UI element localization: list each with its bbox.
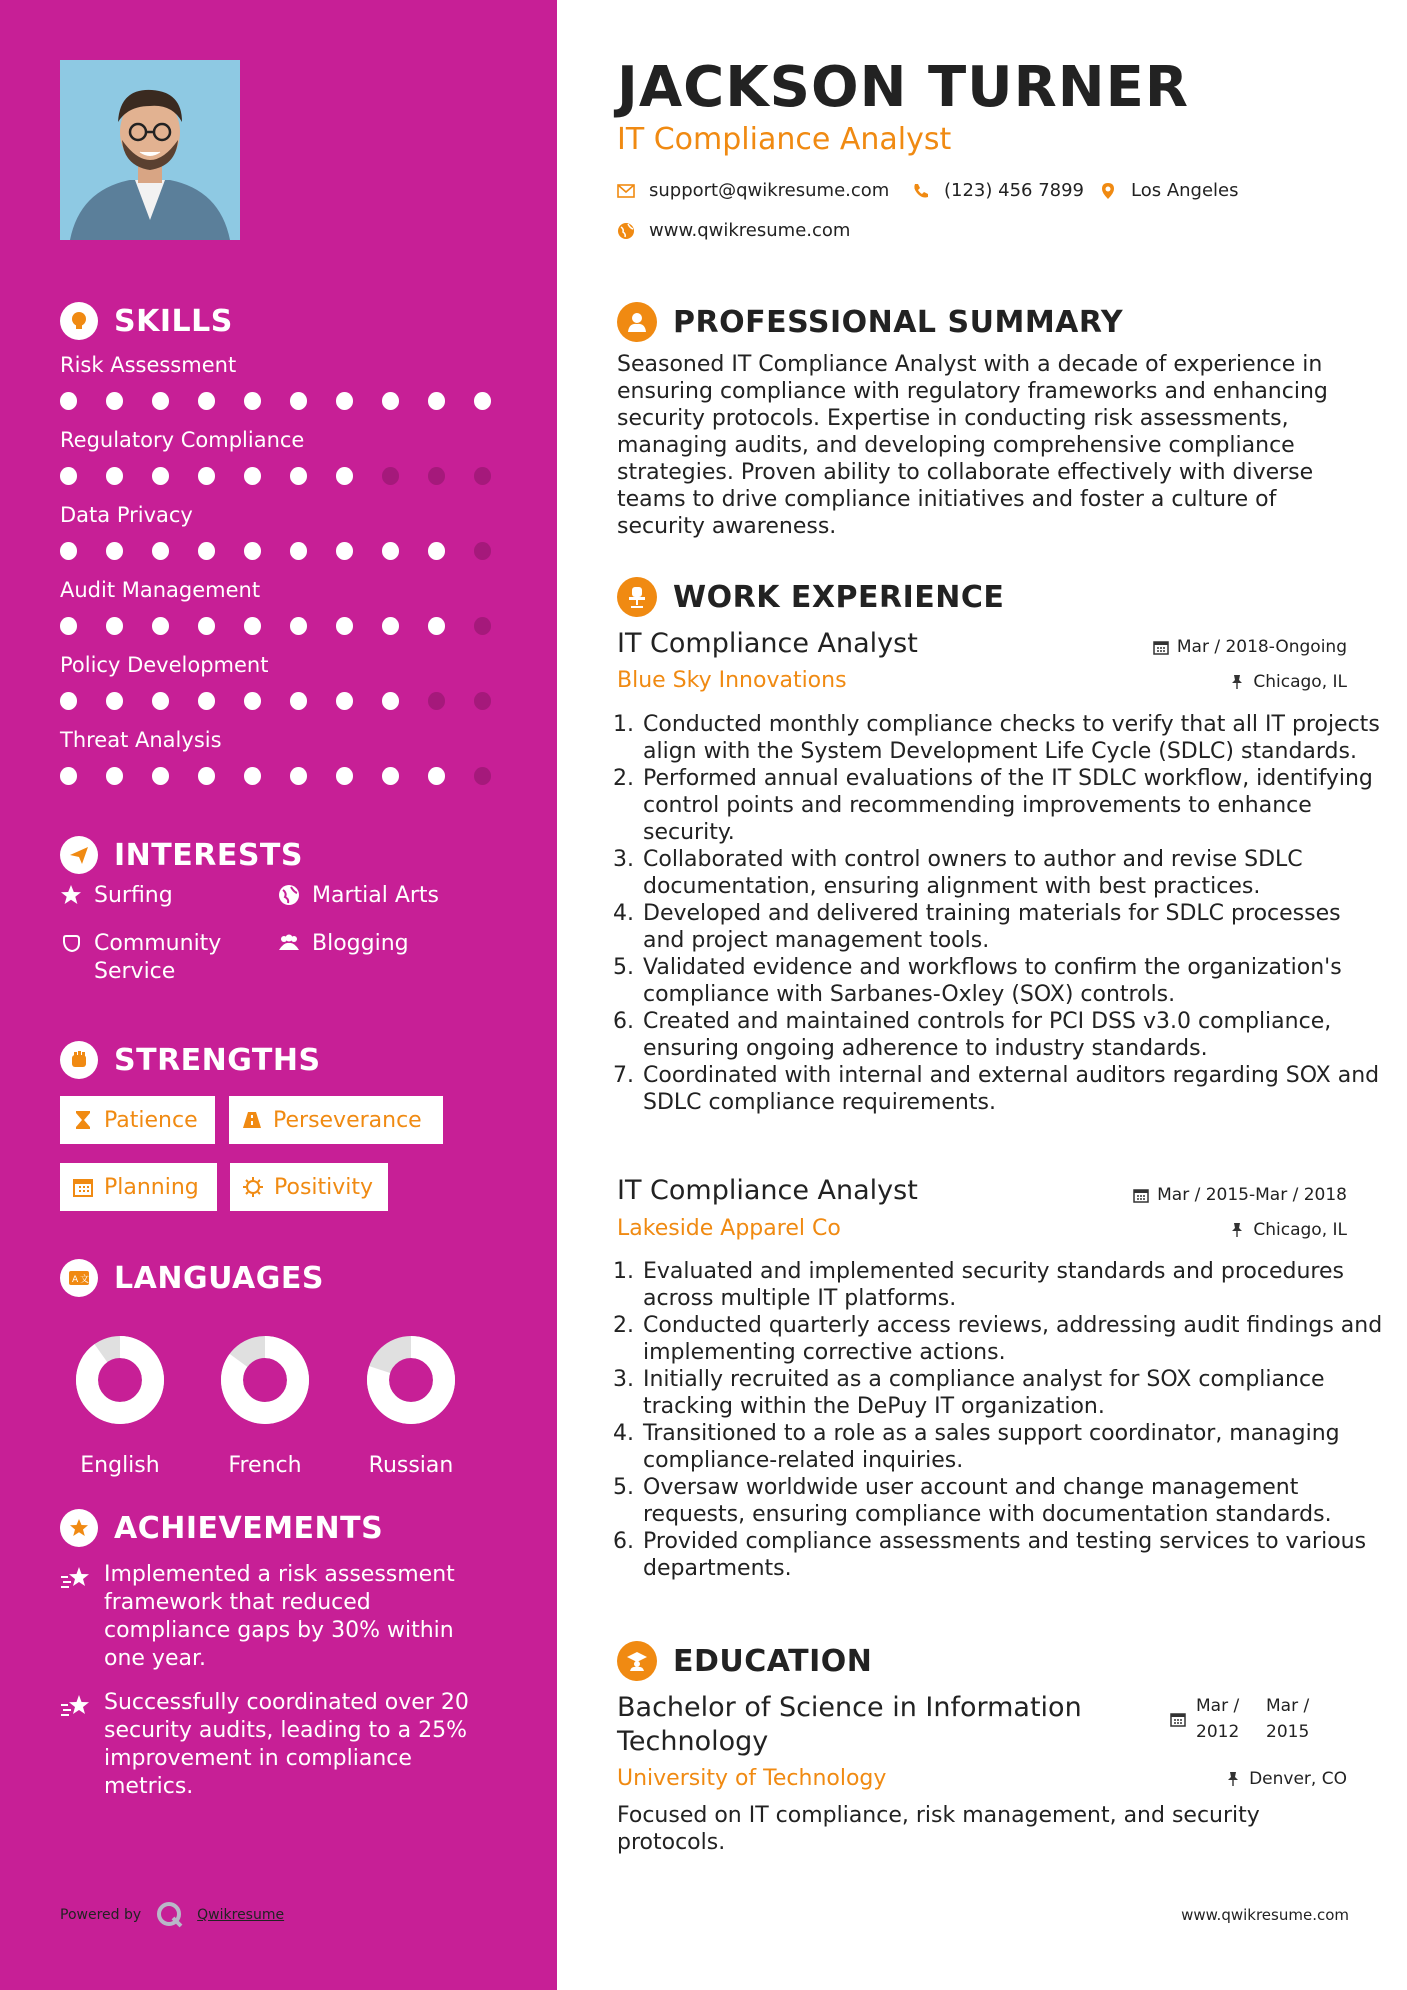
rating-dot-filled (198, 392, 215, 410)
rating-dot-filled (290, 617, 307, 635)
phone-icon (912, 182, 930, 200)
strength-badge (60, 1096, 215, 1144)
rating-dot-filled (152, 392, 169, 410)
summary-title: PROFESSIONAL SUMMARY (673, 304, 1124, 340)
shooting-star-icon (60, 1693, 92, 1721)
rating-dot-empty (474, 467, 491, 485)
education-description: Focused on IT compliance, risk management, and security protocols. (617, 1803, 1260, 1855)
rating-dot-filled (106, 392, 123, 410)
contact-website[interactable] (617, 220, 850, 241)
profile-photo (60, 60, 240, 240)
degree-title: Bachelor of Science in Information Technology (617, 1692, 1082, 1757)
calendar-icon (72, 1176, 94, 1198)
strength-badge (229, 1096, 443, 1144)
calendar-icon (1153, 639, 1169, 655)
education-end-year: 2015 (1266, 1722, 1310, 1742)
pushpin-icon (1229, 674, 1245, 690)
language-item (356, 1325, 466, 1478)
duty-item: 2. Conducted quarterly access reviews, addressing audit findings and implementing corrective actions. (641, 1312, 1386, 1366)
rating-dot-filled (382, 767, 399, 785)
rating-dot-empty (474, 692, 491, 710)
rating-dot-filled (382, 542, 399, 560)
skill-rating (60, 467, 520, 485)
interest-label: Surfing (94, 883, 173, 908)
language-name: English (80, 1453, 160, 1478)
rating-dot-filled (290, 392, 307, 410)
achievement-text: Successfully coordinated over 20 security audits, leading to a 25% improvement in compliance metrics. (104, 1690, 469, 1799)
footer-website-link[interactable]: www.qwikresume.com (1181, 1906, 1349, 1924)
duty-item: 3. Collaborated with control owners to author and revise SDLC documentation, ensuring alignment with best practices. (641, 846, 1386, 900)
language-name: Russian (368, 1453, 454, 1478)
rating-dot-empty (382, 467, 399, 485)
contact-phone[interactable] (912, 180, 1084, 201)
education-heading (617, 1641, 872, 1681)
rating-dot-empty (428, 467, 445, 485)
interest-item (278, 930, 409, 958)
rating-dot-filled (60, 467, 77, 485)
skill-rating (60, 767, 520, 785)
language-name: French (228, 1453, 302, 1478)
pushpin-icon (1225, 1771, 1241, 1787)
skill-name: Policy Development (60, 653, 269, 677)
rating-dot-filled (290, 767, 307, 785)
languages-title: LANGUAGES (114, 1260, 324, 1296)
skill-name: Audit Management (60, 578, 261, 602)
rating-dot-empty (428, 692, 445, 710)
duty-item: 4. Developed and delivered training materials for SDLC processes and project management tools. (641, 900, 1386, 954)
job-company: Blue Sky Innovations (617, 668, 847, 693)
strength-label: Perseverance (273, 1107, 422, 1133)
skill-rating (60, 617, 520, 635)
strength-label: Positivity (274, 1174, 374, 1200)
rating-dot-filled (428, 767, 445, 785)
education-end (1266, 1693, 1336, 1745)
powered-by (60, 1900, 284, 1930)
job-location-text: Chicago, IL (1253, 672, 1347, 692)
hand-icon (60, 932, 82, 954)
qwikresume-logo-icon (155, 1900, 185, 1930)
phone-text: (123) 456 7899 (944, 180, 1085, 201)
skills-title: SKILLS (114, 303, 233, 339)
language-icon (60, 1259, 98, 1297)
award-star-icon (60, 1509, 98, 1547)
language-donut (65, 1325, 175, 1435)
rating-dot-filled (244, 392, 261, 410)
job-location (1229, 672, 1347, 692)
duty-item: 6. Provided compliance assessments and testing services to various departments. (641, 1528, 1386, 1582)
interest-label: Blogging (312, 931, 409, 956)
rating-dot-filled (198, 767, 215, 785)
calendar-icon (1170, 1711, 1186, 1727)
interest-item (278, 882, 439, 910)
sidebar (0, 0, 557, 1990)
rating-dot-empty (474, 542, 491, 560)
duty-item: 5. Oversaw worldwide user account and change management requests, ensuring compliance with documentation standards. (641, 1474, 1386, 1528)
language-item (210, 1325, 320, 1478)
achievement-text: Implemented a risk assessment framework that reduced compliance gaps by 30% within one year. (104, 1562, 455, 1671)
rating-dot-filled (106, 617, 123, 635)
email-text: support@qwikresume.com (649, 180, 890, 201)
rating-dot-filled (336, 392, 353, 410)
language-donut (210, 1325, 320, 1435)
rating-dot-filled (474, 392, 491, 410)
job-dates (1133, 1185, 1347, 1205)
candidate-role: IT Compliance Analyst (617, 122, 952, 157)
road-icon (241, 1109, 263, 1131)
strength-label: Patience (104, 1107, 198, 1133)
duty-item: 2. Performed annual evaluations of the IT SDLC workflow, identifying control points and recommending improvements to enhance security. (641, 765, 1386, 846)
summary-heading (617, 302, 1123, 342)
powered-by-label: Powered by (60, 1907, 142, 1923)
summary-text: Seasoned IT Compliance Analyst with a decade of experience in ensuring compliance with regulatory frameworks and enhancing security protocols. Expertise in conducting risk assessments, managing audits, and developing comprehensive compliance strategies. Proven ability to collaborate effectively with diverse teams to drive compliance initiatives and foster a culture of security awareness. (617, 352, 1328, 539)
candidate-name: JACKSON TURNER (617, 55, 1190, 120)
main-content (557, 0, 1407, 1990)
duty-item: 1. Evaluated and implemented security standards and procedures across multiple IT platforms. (641, 1258, 1386, 1312)
job-title: IT Compliance Analyst (617, 1175, 918, 1206)
rating-dot-filled (60, 617, 77, 635)
contact-email[interactable] (617, 180, 889, 201)
star-icon (60, 884, 82, 906)
rating-dot-filled (244, 617, 261, 635)
language-donut (356, 1325, 466, 1435)
rating-dot-empty (474, 767, 491, 785)
language-item (65, 1325, 175, 1478)
interests-heading (60, 836, 303, 874)
rating-dot-filled (198, 617, 215, 635)
interest-item (60, 882, 173, 910)
shooting-star-icon (60, 1565, 92, 1593)
globe-icon (617, 222, 635, 240)
rating-dot-filled (152, 467, 169, 485)
duty-item: 4. Transitioned to a role as a sales support coordinator, managing compliance-related inquiries. (641, 1420, 1386, 1474)
duty-item: 7. Coordinated with internal and external auditors regarding SOX and SDLC compliance requirements. (641, 1062, 1386, 1116)
school-name: University of Technology (617, 1766, 887, 1791)
rating-dot-filled (60, 692, 77, 710)
job-duties (617, 711, 1386, 1116)
rating-dot-filled (106, 467, 123, 485)
rating-dot-filled (244, 467, 261, 485)
donut-fill (87, 1347, 153, 1413)
job-company: Lakeside Apparel Co (617, 1216, 841, 1241)
experience-heading (617, 577, 1004, 617)
achievement-item (60, 1689, 500, 1801)
rating-dot-filled (60, 392, 77, 410)
user-icon (617, 302, 657, 342)
education-title: EDUCATION (673, 1643, 873, 1679)
website-text: www.qwikresume.com (649, 220, 851, 241)
skill-item (60, 425, 520, 485)
paper-plane-icon (60, 836, 98, 874)
rating-dot-filled (60, 542, 77, 560)
skill-rating (60, 542, 520, 560)
rating-dot-filled (60, 767, 77, 785)
strength-badge (230, 1163, 388, 1211)
education-start-month: Mar / (1196, 1696, 1240, 1716)
map-pin-icon (1099, 182, 1117, 200)
skill-item (60, 500, 520, 560)
duty-item: 6. Created and maintained controls for PCI DSS v3.0 compliance, ensuring ongoing adherence to industry standards. (641, 1008, 1386, 1062)
people-icon (278, 932, 300, 954)
contact-location (1099, 180, 1239, 201)
job-dates-text: Mar / 2018-Ongoing (1176, 637, 1347, 657)
education-end-month: Mar / (1266, 1696, 1310, 1716)
strengths-title: STRENGTHS (114, 1042, 321, 1078)
interests-title: INTERESTS (114, 837, 303, 873)
skill-item (60, 650, 520, 710)
skill-rating (60, 692, 520, 710)
education-start-year: 2012 (1196, 1722, 1240, 1742)
skill-name: Regulatory Compliance (60, 428, 305, 452)
sun-icon (242, 1176, 264, 1198)
pushpin-icon (1229, 1222, 1245, 1238)
envelope-icon (617, 182, 635, 200)
location-text: Los Angeles (1131, 180, 1239, 201)
rating-dot-filled (152, 617, 169, 635)
education-location (1225, 1769, 1347, 1789)
skill-name: Data Privacy (60, 503, 193, 527)
achievements-heading (60, 1509, 383, 1547)
rating-dot-filled (198, 542, 215, 560)
rating-dot-filled (106, 767, 123, 785)
interest-label: Martial Arts (312, 883, 440, 908)
job-location (1229, 1220, 1347, 1240)
education-location-text: Denver, CO (1249, 1769, 1347, 1789)
strength-label: Planning (104, 1174, 199, 1200)
interest-label: Community Service (94, 931, 222, 984)
rating-dot-filled (428, 542, 445, 560)
job-dates-text: Mar / 2015-Mar / 2018 (1157, 1185, 1347, 1205)
rating-dot-filled (198, 692, 215, 710)
strengths-heading (60, 1041, 321, 1079)
duty-item: 5. Validated evidence and workflows to confirm the organization's compliance with Sarbanes-Oxley (SOX) controls. (641, 954, 1386, 1008)
strength-badge (60, 1163, 217, 1211)
rating-dot-filled (244, 542, 261, 560)
fist-icon (60, 1041, 98, 1079)
rating-dot-filled (382, 392, 399, 410)
languages-heading (60, 1259, 324, 1297)
rating-dot-filled (290, 467, 307, 485)
skill-item (60, 575, 520, 635)
rating-dot-filled (336, 767, 353, 785)
rating-dot-filled (336, 617, 353, 635)
rating-dot-filled (152, 692, 169, 710)
rating-dot-filled (290, 542, 307, 560)
rating-dot-filled (152, 767, 169, 785)
rating-dot-filled (290, 692, 307, 710)
hourglass-icon (72, 1109, 94, 1131)
svg-text:文: 文 (80, 1275, 90, 1285)
lightbulb-icon (60, 302, 98, 340)
globe-icon (278, 884, 300, 906)
graduate-icon (617, 1641, 657, 1681)
education-start (1196, 1693, 1266, 1745)
rating-dot-filled (428, 617, 445, 635)
calendar-icon (1133, 1187, 1149, 1203)
skill-rating (60, 392, 520, 410)
job-duties (617, 1258, 1386, 1582)
rating-dot-filled (336, 542, 353, 560)
job-title: IT Compliance Analyst (617, 628, 918, 659)
qwikresume-link[interactable]: Qwikresume (197, 1907, 285, 1923)
achievements-title: ACHIEVEMENTS (114, 1510, 384, 1546)
duty-item: 3. Initially recruited as a compliance analyst for SOX compliance tracking within the DePuy IT organization. (641, 1366, 1386, 1420)
rating-dot-filled (336, 467, 353, 485)
job-dates (1153, 637, 1347, 657)
rating-dot-filled (198, 467, 215, 485)
rating-dot-filled (382, 617, 399, 635)
office-chair-icon (617, 577, 657, 617)
education-dates (1170, 1693, 1336, 1745)
rating-dot-filled (336, 692, 353, 710)
rating-dot-filled (106, 692, 123, 710)
rating-dot-filled (106, 542, 123, 560)
achievement-item (60, 1561, 500, 1673)
skill-name: Risk Assessment (60, 353, 237, 377)
interest-item (60, 930, 260, 986)
rating-dot-filled (152, 542, 169, 560)
job-location-text: Chicago, IL (1253, 1220, 1347, 1240)
skill-name: Threat Analysis (60, 728, 222, 752)
skill-item (60, 350, 520, 410)
rating-dot-filled (244, 767, 261, 785)
rating-dot-filled (244, 692, 261, 710)
skill-item (60, 725, 520, 785)
skills-heading (60, 302, 233, 340)
rating-dot-filled (428, 392, 445, 410)
rating-dot-empty (474, 617, 491, 635)
rating-dot-filled (382, 692, 399, 710)
experience-title: WORK EXPERIENCE (673, 579, 1005, 615)
duty-item: 1. Conducted monthly compliance checks to verify that all IT projects align with the System Development Life Cycle (SDLC) standards. (641, 711, 1386, 765)
svg-text:A: A (72, 1275, 79, 1285)
